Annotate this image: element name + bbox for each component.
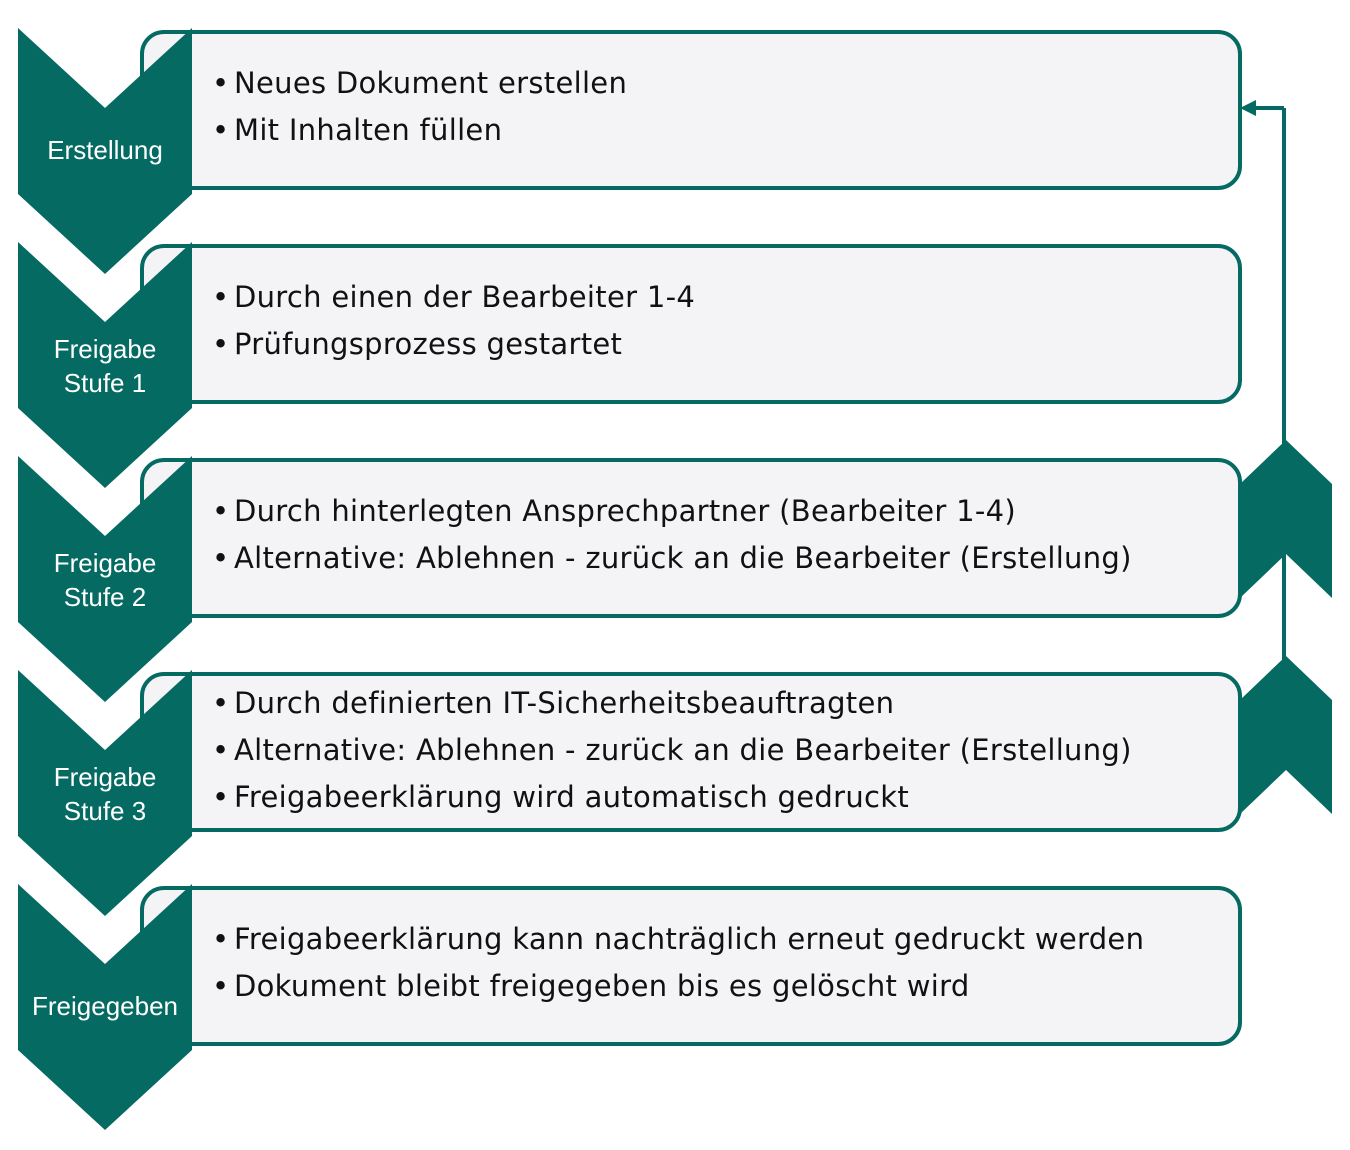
bullet-item: • Durch definierten IT-Sicherheitsbeauftragten [212, 680, 1132, 727]
stage-label: Erstellung [47, 135, 163, 165]
stage-label: Freigabe Stufe 3 [53, 762, 157, 826]
bullet-item: • Freigabeerklärung wird automatisch gedruckt [212, 774, 1132, 821]
bullet-item: • Mit Inhalten füllen [212, 107, 627, 154]
bullet-item: • Durch hinterlegten Ansprechpartner (Bearbeiter 1-4) [212, 488, 1132, 535]
stage-bullet-list [212, 60, 627, 154]
stage-bullet-list [212, 916, 1144, 1010]
bullet-item: • Freigabeerklärung kann nachträglich erneut gedruckt werden [212, 916, 1144, 963]
bullet-item: • Alternative: Ablehnen - zurück an die Bearbeiter (Erstellung) [212, 535, 1132, 582]
stage-erstellung [0, 30, 1350, 250]
stage-label: Freigabe Stufe 2 [53, 548, 157, 612]
stage-bullet-list [212, 274, 695, 368]
stage-freigabe-stufe-2 [0, 458, 1350, 678]
stage-label: Freigegeben [32, 991, 178, 1021]
bullet-item: • Alternative: Ablehnen - zurück an die Bearbeiter (Erstellung) [212, 727, 1132, 774]
stage-freigabe-stufe-1 [0, 244, 1350, 464]
bullet-item: • Durch einen der Bearbeiter 1-4 [212, 274, 695, 321]
stage-bullet-list [212, 680, 1132, 821]
stage-bullet-list [212, 488, 1132, 582]
stage-label: Freigabe Stufe 1 [53, 334, 157, 398]
bullet-item: • Neues Dokument erstellen [212, 60, 627, 107]
bullet-item: • Prüfungsprozess gestartet [212, 321, 695, 368]
stage-freigegeben [0, 886, 1350, 1106]
stage-freigabe-stufe-3 [0, 672, 1350, 892]
bullet-item: • Dokument bleibt freigegeben bis es gelöscht wird [212, 963, 1144, 1010]
